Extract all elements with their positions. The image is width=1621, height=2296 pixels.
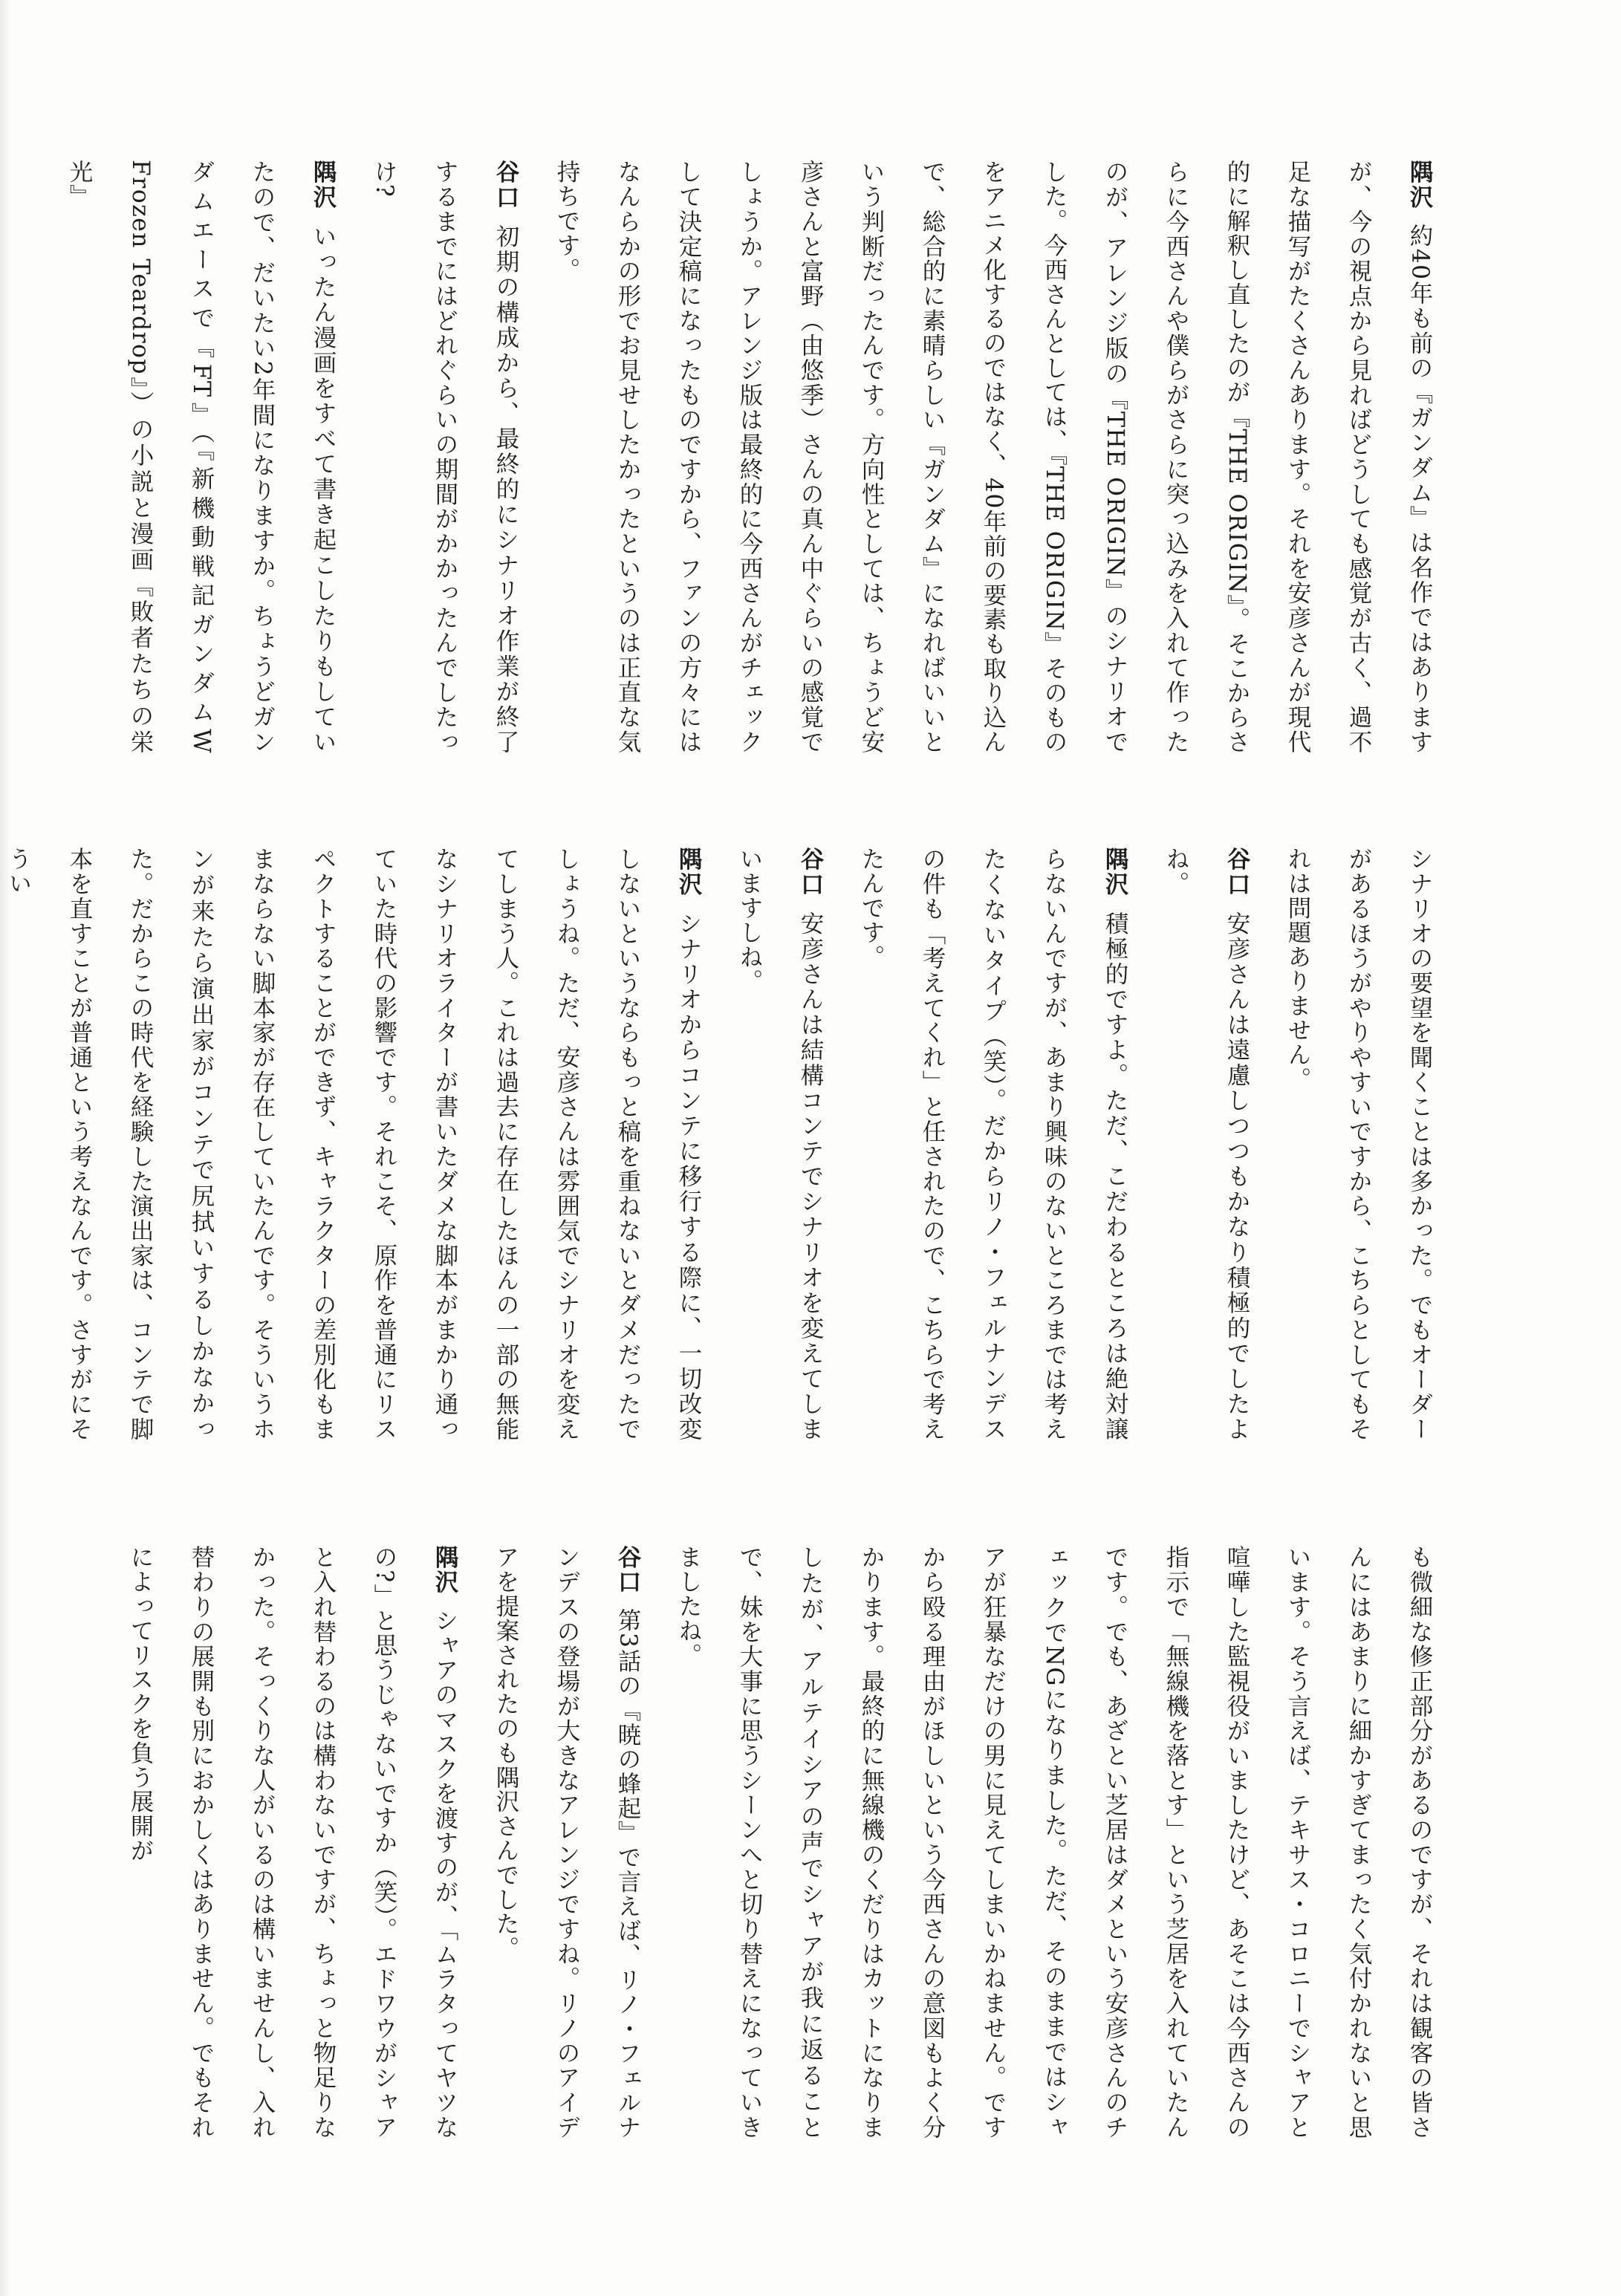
paragraph-text: シャアのマスクを渡すのが、「ムラタってヤツなの?」と思うじゃないですか（笑）。エドワウがシャアと入れ替わるのは構わないですが、ちょっと物足りなかった。そっくりな人がいるのは構いませんし、入れ替わりの展開も別におかしくはありません。でもそれによってリスクを負う展開が	[127, 1545, 458, 2139]
speaker-label: 谷口	[1224, 847, 1250, 898]
speaker-label: 隅沢	[1406, 160, 1433, 210]
paragraph	[354, 160, 536, 754]
paragraph	[658, 1545, 1450, 2139]
paragraph	[0, 847, 719, 1441]
speaker-label: 谷口	[614, 1545, 641, 1595]
text-tier-middle	[5, 847, 1450, 1441]
speaker-label: 隅沢	[432, 1545, 458, 1595]
paragraph-text: 約40年も前の『ガンダム』は名作ではありますが、今の視点から見ればどうしても感覚が古く、過不足な描写がたくさんあります。それを安彦さんが現代的に解釈し直したのが『THE ORIGIN』。そこからさらに今西さんや僕らがさらに突っ込みを入れて作ったのが、アレンジ版の『THE ORIGIN』のシナリオでした。今西さんとしては、『THE ORIGIN』そのものをアニメ化するのではなく、40年前の要素も取り込んで、総合的に素晴らしい『ガンダム』になればいいという判断だったんです。方向性としては、ちょうど安彦さんと富野（由悠季）さんの真ん中ぐらいの感覚でしょうか。アレンジ版は最終的に今西さんがチェックして決定稿になったものですから、ファンの方々にはなんらかの形でお見せしたかったというのは正直な気持ちです。	[553, 160, 1433, 754]
paragraph-text: も微細な修正部分があるのですが、それは観客の皆さんにはあまりに細かすぎてまったく気付かれないと思います。そう言えば、テキサス・コロニーでシャアと喧嘩した監視役がいましたけど、あそこは今西さんの指示で「無線機を落とす」という芝居を入れていたんです。でも、あざとい芝居はダメという安彦さんのチェックでNGになりました。ただ、そのままではシャアが狂暴なだけの男に見えてしまいかねません。ですから殴る理由がほしいという今西さんの意図もよく分かります。最終的に無線機のくだりはカットになりましたが、アルテイシアの声でシャアが我に返ることで、妹を大事に思うシーンへと切り替えになっていきましたね。	[675, 1545, 1433, 2139]
text-tier-bottom	[127, 1545, 1450, 2139]
paragraph-text: いったん漫画をすべて書き起こしたりもしていたので、だいたい2年間になりますか。ちょうどガンダムエースで『FT』（『新機動戦記ガンダムW Frozen Teardrop』）の小説と漫画『敗者たちの栄光』	[66, 160, 337, 754]
paragraph	[719, 847, 841, 1441]
paragraph-text: シナリオの要望を聞くことは多かった。でもオーダーがあるほうがやりやすいですから、こちらとしてもそれは問題ありません。	[1284, 847, 1433, 1441]
text-tier-top	[66, 160, 1450, 754]
paragraph-text: 第3話の『暁の蜂起』で言えば、リノ・フェルナンデスの登場が大きなアレンジですね。リノのアイデアを提案されたのも隅沢さんでした。	[493, 1545, 641, 2139]
speaker-label: 隅沢	[310, 160, 337, 211]
speaker-label: 隅沢	[675, 847, 702, 898]
paragraph	[475, 1545, 658, 2139]
paragraph-text: 初期の構成から、最終的にシナリオ作業が終了するまでにはどれぐらいの期間がかかったんでしたっけ?	[371, 160, 519, 754]
speaker-label: 隅沢	[1102, 847, 1128, 898]
paragraph	[1267, 847, 1450, 1441]
paragraph	[49, 160, 354, 754]
paragraph-text: 安彦さんは結構コンテでシナリオを変えてしまいますしね。	[736, 847, 824, 1441]
paragraph-text: 積極的ですよ。ただ、こだわるところは絶対譲らないんですが、あまり興味のないところまでは考えたくないタイプ（笑）。だからリノ・フェルナンデスの件も「考えてくれ」と任されたので、こちらで考えたんです。	[858, 847, 1128, 1441]
speaker-label: 谷口	[493, 160, 519, 211]
paragraph	[110, 1545, 475, 2139]
paragraph	[536, 160, 1450, 754]
paragraph-text: 安彦さんは遠慮しつつもかなり積極的でしたよね。	[1163, 847, 1250, 1441]
paragraph	[1146, 847, 1267, 1441]
paragraph-text: シナリオからコンテに移行する際に、一切改変しないというならもっと稿を重ねないとダメだったでしょうね。ただ、安彦さんは雰囲気でシナリオを変えてしまう人。これは過去に存在したほんの一部の無能なシナリオライターが書いたダメな脚本がまかり通っていた時代の影響です。それこそ、原作を普通にリスペクトすることができず、キャラクターの差別化もままならない脚本家が存在していたんです。そういうホンが来たら演出家がコンテで尻拭いするしかなかった。だからこの時代を経験した演出家は、コンテで脚本を直すことが普通という考えなんです。さすがにそうい	[5, 847, 702, 1441]
speaker-label: 谷口	[797, 847, 824, 898]
paragraph	[841, 847, 1146, 1441]
